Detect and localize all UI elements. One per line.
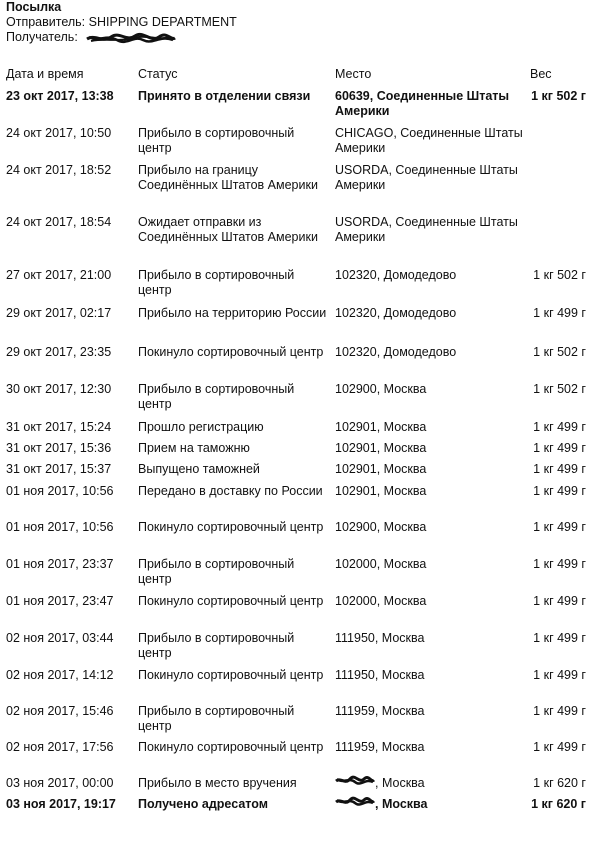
cell-weight: 1 кг 499 г: [533, 704, 586, 718]
cell-weight: 1 кг 499 г: [533, 740, 586, 754]
sender-line: [6, 15, 237, 30]
cell-datetime: 30 окт 2017, 12:30: [6, 382, 112, 396]
cell-weight: 1 кг 499 г: [533, 520, 586, 534]
sender-value: SHIPPING DEPARTMENT: [88, 15, 237, 29]
cell-place: 111959, Москва: [335, 740, 425, 754]
column-header-datetime: Дата и время: [6, 67, 84, 81]
cell-status: Прибыло в сортировочный центр: [138, 382, 295, 411]
cell-weight: 1 кг 502 г: [533, 268, 586, 282]
cell-status: Прибыло в место вручения: [138, 776, 297, 790]
cell-place-text: , Москва: [375, 797, 428, 811]
cell-status: Принято в отделении связи: [138, 89, 311, 103]
recipient-label: Получатель:: [6, 30, 78, 44]
cell-status: Прибыло на территорию России: [138, 306, 327, 320]
cell-place: [335, 797, 525, 812]
cell-status: Покинуло сортировочный центр: [138, 668, 324, 682]
cell-place: USORDA, Соединенные Штаты Америки: [335, 163, 518, 192]
cell-weight: 1 кг 499 г: [533, 441, 586, 455]
parcel-header: [6, 0, 237, 45]
cell-weight: 1 кг 499 г: [533, 557, 586, 571]
cell-datetime: 27 окт 2017, 21:00: [6, 268, 112, 282]
cell-weight: 1 кг 499 г: [533, 306, 586, 320]
cell-place: 111950, Москва: [335, 631, 425, 645]
cell-weight: 1 кг 499 г: [533, 420, 586, 434]
cell-status: Прибыло в сортировочный центр: [138, 704, 295, 733]
redacted-postcode-scribble: [335, 796, 375, 811]
cell-place: 60639, Соединенные Штаты Америки: [335, 89, 510, 118]
cell-datetime: 01 ноя 2017, 10:56: [6, 484, 114, 498]
cell-datetime: 29 окт 2017, 23:35: [6, 345, 112, 359]
cell-datetime: 31 окт 2017, 15:37: [6, 462, 112, 476]
cell-place: 102320, Домодедово: [335, 345, 457, 359]
cell-place: 102000, Москва: [335, 594, 427, 608]
cell-status: Передано в доставку по России: [138, 484, 323, 498]
cell-datetime: 03 ноя 2017, 19:17: [6, 797, 116, 811]
cell-datetime: 31 окт 2017, 15:36: [6, 441, 112, 455]
cell-weight: 1 кг 502 г: [531, 89, 586, 103]
cell-place: 102901, Москва: [335, 420, 427, 434]
cell-place: 111959, Москва: [335, 704, 425, 718]
redacted-recipient-scribble: [85, 32, 177, 44]
cell-datetime: 01 ноя 2017, 10:56: [6, 520, 114, 534]
cell-status: Прием на таможню: [138, 441, 250, 455]
cell-place: 111950, Москва: [335, 668, 425, 682]
cell-status: Прибыло в сортировочный центр: [138, 557, 295, 586]
column-header-place: Место: [335, 67, 372, 81]
cell-datetime: 31 окт 2017, 15:24: [6, 420, 112, 434]
cell-place: USORDA, Соединенные Штаты Америки: [335, 215, 518, 244]
cell-place: 102900, Москва: [335, 520, 427, 534]
cell-place-text: , Москва: [375, 776, 425, 790]
cell-status: Прибыло в сортировочный центр: [138, 631, 295, 660]
cell-status: Прибыло в сортировочный центр: [138, 126, 295, 155]
cell-place: 102900, Москва: [335, 382, 427, 396]
cell-place: [335, 776, 525, 791]
column-header-weight: Вес: [530, 67, 552, 81]
cell-status: Прибыло на границу Соединённых Штатов Америки: [138, 163, 318, 192]
cell-datetime: 02 ноя 2017, 17:56: [6, 740, 114, 754]
cell-datetime: 03 ноя 2017, 00:00: [6, 776, 114, 790]
cell-place: 102000, Москва: [335, 557, 427, 571]
cell-weight: 1 кг 620 г: [533, 776, 586, 790]
cell-status: Ожидает отправки из Соединённых Штатов Америки: [138, 215, 318, 244]
cell-place: 102320, Домодедово: [335, 306, 457, 320]
cell-status: Покинуло сортировочный центр: [138, 345, 324, 359]
sender-label: Отправитель:: [6, 15, 86, 29]
cell-weight: 1 кг 502 г: [533, 382, 586, 396]
cell-weight: 1 кг 499 г: [533, 668, 586, 682]
cell-datetime: 01 ноя 2017, 23:47: [6, 594, 114, 608]
cell-datetime: 24 окт 2017, 18:54: [6, 215, 112, 229]
cell-datetime: 02 ноя 2017, 15:46: [6, 704, 114, 718]
cell-place: 102901, Москва: [335, 441, 427, 455]
cell-status: Покинуло сортировочный центр: [138, 594, 324, 608]
parcel-title: Посылка: [6, 0, 62, 14]
cell-datetime: 24 окт 2017, 10:50: [6, 126, 112, 140]
cell-status: Покинуло сортировочный центр: [138, 520, 324, 534]
cell-weight: 1 кг 502 г: [533, 345, 586, 359]
recipient-line: [6, 30, 237, 45]
cell-weight: 1 кг 499 г: [533, 484, 586, 498]
cell-weight: 1 кг 620 г: [531, 797, 586, 811]
cell-weight: 1 кг 499 г: [533, 631, 586, 645]
cell-weight: 1 кг 499 г: [533, 462, 586, 476]
redacted-postcode-scribble: [335, 775, 375, 790]
column-header-status: Статус: [138, 67, 178, 81]
cell-status: Покинуло сортировочный центр: [138, 740, 324, 754]
cell-place: 102901, Москва: [335, 484, 427, 498]
cell-datetime: 02 ноя 2017, 03:44: [6, 631, 114, 645]
cell-datetime: 29 окт 2017, 02:17: [6, 306, 112, 320]
cell-datetime: 24 окт 2017, 18:52: [6, 163, 112, 177]
cell-place: CHICAGO, Соединенные Штаты Америки: [335, 126, 523, 155]
cell-datetime: 02 ноя 2017, 14:12: [6, 668, 114, 682]
cell-status: Прибыло в сортировочный центр: [138, 268, 295, 297]
cell-weight: 1 кг 499 г: [533, 594, 586, 608]
cell-status: Выпущено таможней: [138, 462, 260, 476]
table-header: [0, 67, 600, 83]
cell-place: 102320, Домодедово: [335, 268, 457, 282]
cell-datetime: 23 окт 2017, 13:38: [6, 89, 114, 103]
cell-datetime: 01 ноя 2017, 23:37: [6, 557, 114, 571]
cell-status: Получено адресатом: [138, 797, 268, 811]
cell-status: Прошло регистрацию: [138, 420, 264, 434]
cell-place: 102901, Москва: [335, 462, 427, 476]
